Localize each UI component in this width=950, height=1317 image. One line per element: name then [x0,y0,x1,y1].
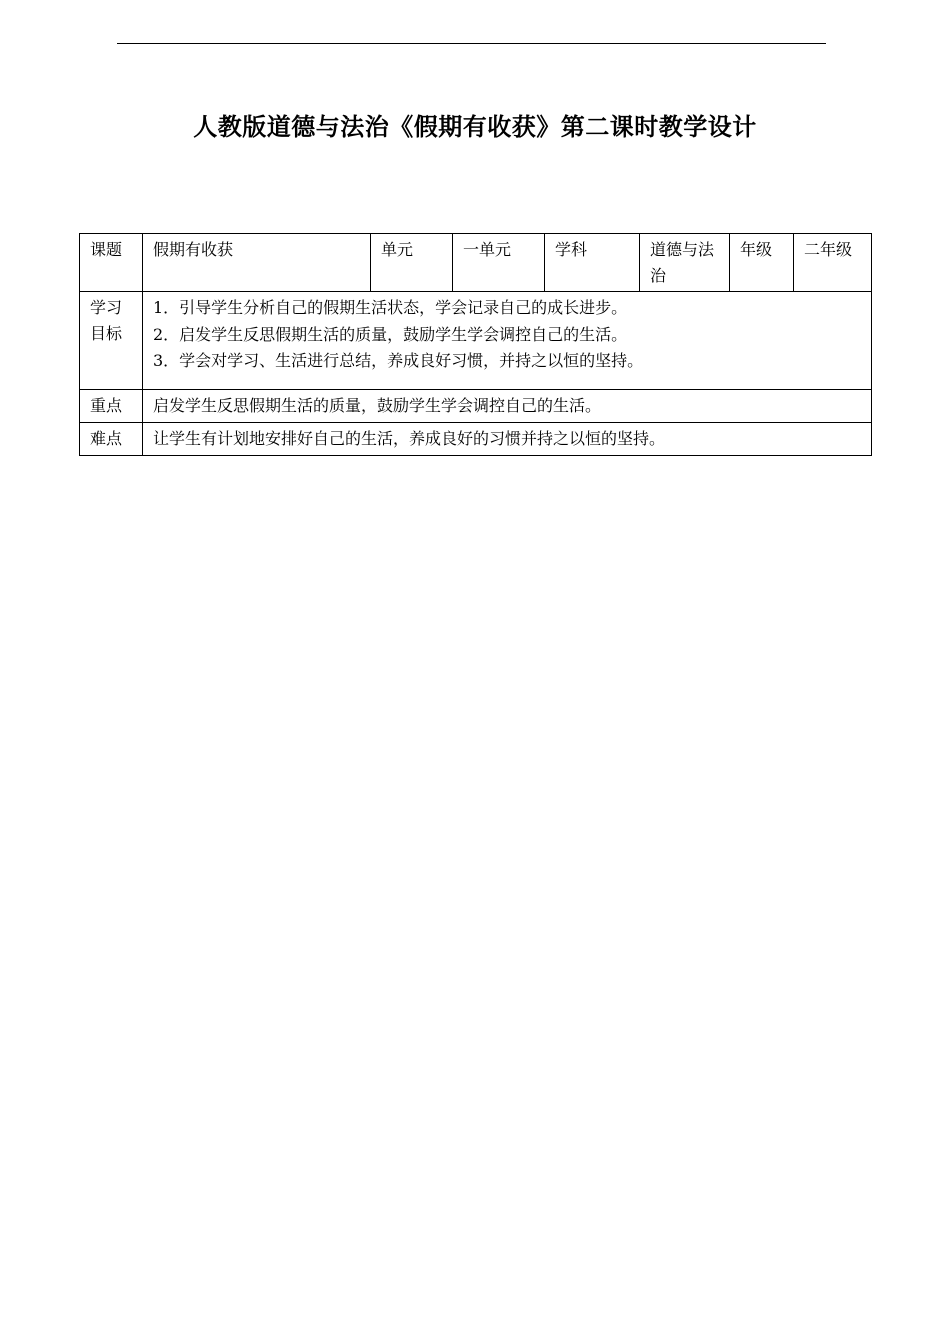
subject-value-line2: 治 [650,266,667,285]
subject-value [640,234,730,292]
table-row-goals [80,292,872,390]
unit-value: 一单元 [453,234,545,292]
goals-list [143,292,872,390]
difficulty-label: 难点 [80,423,143,456]
topic-label: 课题 [80,234,143,292]
topic-value: 假期有收获 [143,234,371,292]
goals-label-line1: 学习 [90,298,123,317]
lesson-plan-table [79,233,872,456]
key-point-value: 启发学生反思假期生活的质量，鼓励学生学会调控自己的生活。 [143,390,872,423]
grade-label: 年级 [730,234,794,292]
table-row-meta [80,234,872,292]
unit-label: 单元 [371,234,453,292]
goal-item: 1．引导学生分析自己的假期生活状态，学会记录自己的成长进步。 [153,298,628,317]
table-row-difficulty [80,423,872,456]
header-rule [117,43,826,44]
document-title: 人教版道德与法治《假期有收获》第二课时教学设计 [193,113,757,141]
goal-item: 3．学会对学习、生活进行总结，养成良好习惯，并持之以恒的坚持。 [153,351,644,370]
key-point-label: 重点 [80,390,143,423]
subject-value-line1: 道德与法 [650,240,715,259]
grade-value: 二年级 [794,234,872,292]
subject-label: 学科 [545,234,640,292]
goal-item: 2．启发学生反思假期生活的质量，鼓励学生学会调控自己的生活。 [153,324,628,344]
goals-label-line2: 目标 [90,324,123,343]
goals-label [80,292,143,390]
table-row-key-point [80,390,872,423]
difficulty-value: 让学生有计划地安排好自己的生活，养成良好的习惯并持之以恒的坚持。 [143,423,872,456]
